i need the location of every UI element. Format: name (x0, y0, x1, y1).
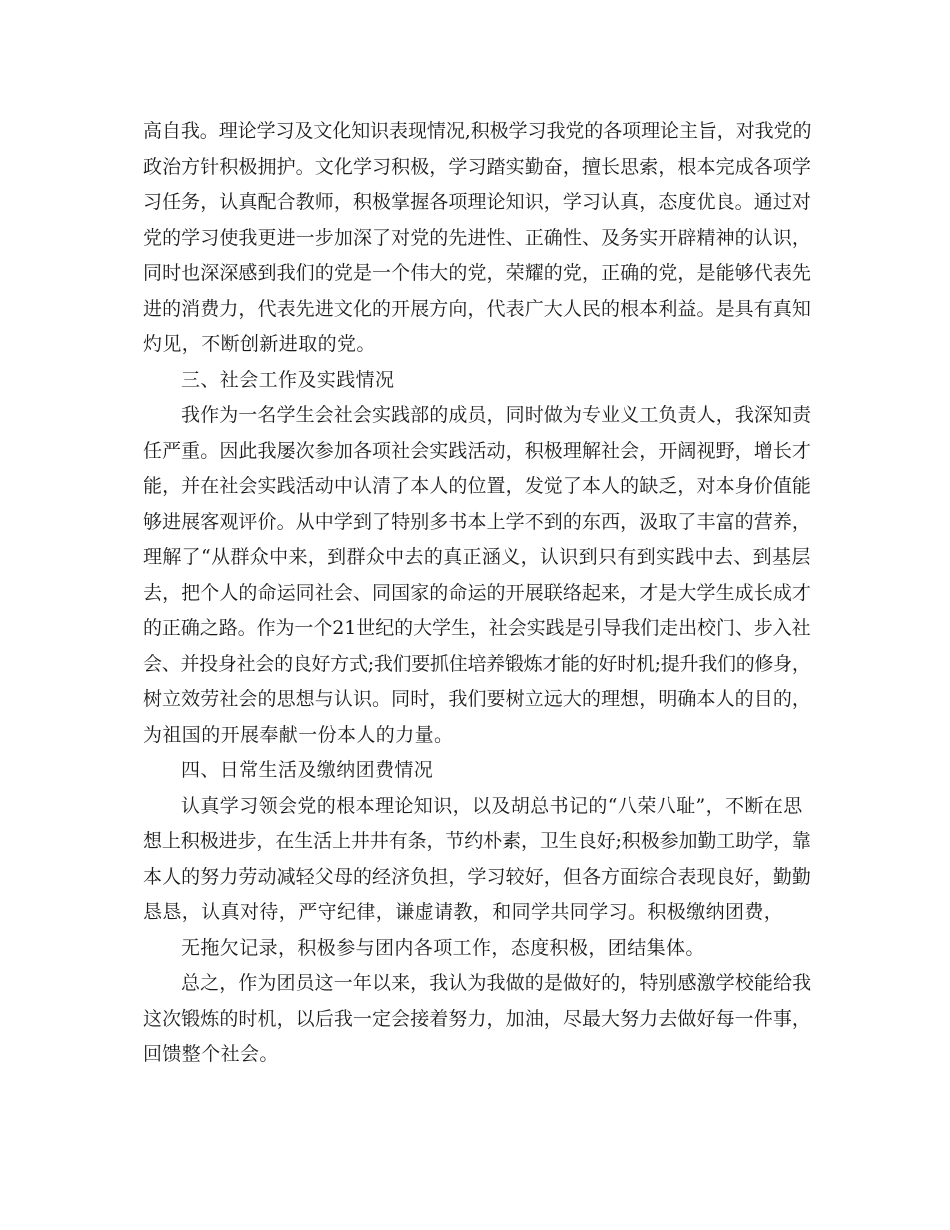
text-line: 习任务，认真配合教师，积极掌握各项理论知识，学习认真，态度优良。通过对 (143, 191, 812, 213)
text-line: 去，把个人的命运同社会、同国家的命运的开展联络起来，才是大学生成长成才 (143, 581, 812, 604)
text-line: 想上积极进步，在生活上井井有条，节约朴素，卫生良好;积极参加勤工助学，靠 (143, 830, 811, 852)
text-line: 回馈整个社会。 (143, 1043, 279, 1065)
text-line: 为祖国的开展奉献一份本人的力量。 (143, 723, 454, 746)
text-line: 高自我。理论学习及文化知识表现情况,积极学习我党的各项理论主旨，对我党的 (143, 120, 812, 142)
text-line: 党的学习使我更进一步加深了对党的先进性、正确性、及务实开辟精神的认识， (143, 226, 812, 249)
text-line: 能，并在社会实践活动中认清了本人的位置，发觉了本人的缺乏，对本身价值能 (143, 475, 812, 497)
text-line: 我作为一名学生会社会实践部的成员，同时做为专业义工负责人，我深知责 (181, 404, 812, 426)
text-line: 树立效劳社会的思想与认识。同时，我们要树立远大的理想，明确本人的目的， (143, 688, 812, 710)
text-line: 政治方针积极拥护。文化学习积极，学习踏实勤奋，擅长思索，根本完成各项学 (143, 155, 812, 178)
text-line: 无拖欠记录，积极参与团内各项工作，态度积极，团结集体。 (181, 936, 705, 959)
text-line: 理解了“从群众中来，到群众中去的真正涵义，认识到只有到实践中去、到基层 (143, 546, 811, 568)
text-line: 会、并投身社会的良好方式;我们要抓住培养锻炼才能的好时机;提升我们的修身， (143, 652, 811, 675)
text-line: 三、社会工作及实践情况 (181, 368, 395, 391)
text-line: 够进展客观评价。从中学到了特别多书本上学不到的东西，汲取了丰富的营养， (143, 510, 812, 533)
text-line: 的正确之路。作为一个21世纪的大学生，社会实践是引导我们走出校门、步入社 (143, 617, 811, 639)
text-line: 恳恳，认真对待，严守纪律，谦虚请教，和同学共同学习。积极缴纳团费， (143, 901, 784, 923)
document-page (143, 114, 811, 1073)
text-line: 进的消费力，代表先进文化的开展方向，代表广大人民的根本利益。是具有真知 (143, 297, 812, 320)
text-line: 本人的努力劳动减轻父母的经济负担，学习较好，但各方面综合表现良好，勤勤 (143, 865, 812, 888)
text-line: 任严重。因此我屡次参加各项社会实践活动，积极理解社会，开阔视野，增长才 (143, 439, 812, 462)
text-line: 这次锻炼的时机，以后我一定会接着努力，加油，尽最大努力去做好每一件事， (143, 1007, 812, 1030)
text-line: 总之，作为团员这一年以来，我认为我做的是做好的，特别感激学校能给我 (181, 972, 812, 994)
text-line: 认真学习领会党的根本理论知识，以及胡总书记的“八荣八耻”，不断在思 (181, 794, 803, 817)
text-line: 四、日常生活及缴纳团费情况 (181, 759, 434, 781)
text-line: 同时也深深感到我们的党是一个伟大的党，荣耀的党，正确的党，是能够代表先 (143, 262, 812, 284)
text-line: 灼见，不断创新进取的党。 (143, 333, 376, 355)
